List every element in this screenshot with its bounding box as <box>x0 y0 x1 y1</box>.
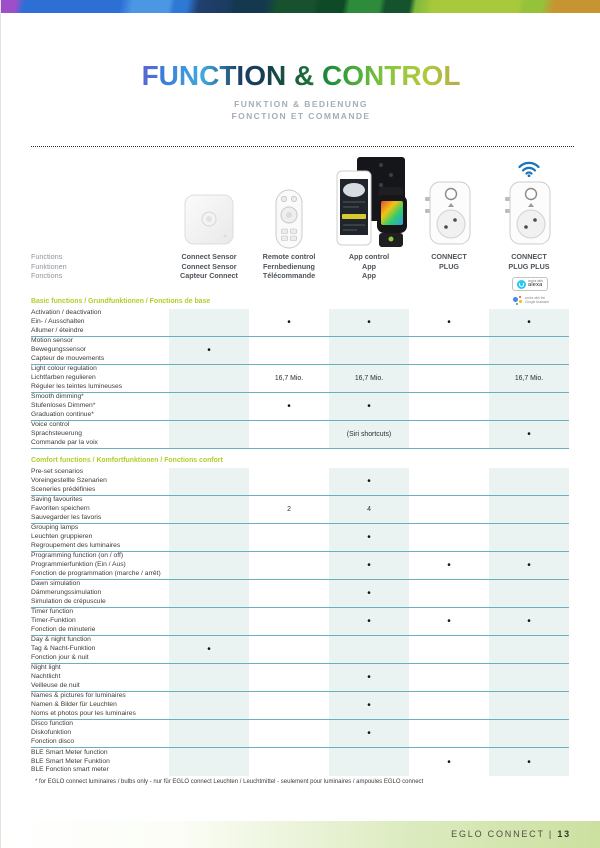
section-header: Basic functions / Grundfunktionen / Fonctions de base <box>31 298 211 305</box>
row-label-line: Voreingestellte Szenarien <box>31 477 107 485</box>
table-row <box>31 552 569 580</box>
cell-remote <box>249 468 329 495</box>
row-label-line: Nachtlicht <box>31 673 61 681</box>
cell-remote <box>249 552 329 579</box>
cell-plug: • <box>447 616 451 627</box>
google-badge-line1: works with the <box>525 295 546 300</box>
row-label <box>31 365 169 392</box>
row-label-line: Timer-Funktion <box>31 617 76 625</box>
table-row <box>31 421 569 449</box>
row-label-line: Ein- / Ausschalten <box>31 318 85 326</box>
cell-plugplus <box>489 337 569 364</box>
cell-plug <box>409 421 489 448</box>
row-label-line: Favoriten speichern <box>31 505 90 513</box>
cell-plugplus <box>489 664 569 691</box>
cell-remote: 2 <box>287 506 291 513</box>
row-label-line: Lichtfarben regulieren <box>31 374 96 382</box>
cell-plugplus <box>489 393 569 420</box>
table-row <box>31 580 569 608</box>
cell-app: • <box>329 524 409 551</box>
cell-sensor <box>169 468 249 495</box>
cell-remote: • <box>287 317 291 328</box>
column-header-line: CONNECT <box>511 252 547 261</box>
functions-label <box>31 252 169 281</box>
table-row <box>31 393 569 421</box>
cell-app <box>329 337 409 364</box>
column-header-line: App <box>362 261 376 271</box>
row-label-line: Night light <box>31 664 61 672</box>
cell-app: (Siri shortcuts) <box>329 421 409 448</box>
row-label-line: Smooth dimming* <box>31 393 84 401</box>
cell-plugplus: • <box>489 748 569 776</box>
row-label-line: Regroupement des luminaires <box>31 541 121 549</box>
cell-plug <box>409 692 489 719</box>
cell-plugplus: • <box>489 552 569 579</box>
cell-sensor <box>169 421 249 448</box>
row-label-line: Sauvegarder les favoris <box>31 513 102 521</box>
cell-app: • <box>329 580 409 607</box>
cell-plug <box>409 636 489 663</box>
cell-plug: • <box>447 317 451 328</box>
cell-app <box>329 636 409 663</box>
row-label-line: Allumer / éteindre <box>31 326 84 334</box>
row-label <box>31 636 169 663</box>
row-label-line: BLE Smart Meter Funktion <box>31 757 110 765</box>
row-label-line: BLE Fonction smart meter <box>31 766 109 774</box>
row-label <box>31 337 169 364</box>
cell-plugplus <box>489 692 569 719</box>
alexa-icon <box>517 280 526 289</box>
cell-sensor <box>169 580 249 607</box>
column-header-remote <box>249 252 329 281</box>
row-label-line: Light colour regulation <box>31 365 97 373</box>
remote-control-image <box>274 189 304 254</box>
cell-app: 4 <box>329 496 409 523</box>
row-label-line: Names & pictures for luminaires <box>31 692 126 700</box>
cell-plugplus <box>489 468 569 495</box>
row-label <box>31 664 169 691</box>
row-label-line: Fonction disco <box>31 737 75 745</box>
row-label-line: Sceneries prédéfinies <box>31 485 96 493</box>
cell-sensor <box>169 692 249 719</box>
table-row <box>31 692 569 720</box>
row-label-line: Capteur de mouvements <box>31 354 105 362</box>
column-header-line: Capteur Connect <box>180 271 238 281</box>
table-row <box>31 365 569 393</box>
column-header-line: Connect Sensor <box>181 261 237 271</box>
cell-sensor <box>169 664 249 691</box>
cell-sensor <box>169 496 249 523</box>
column-header-sensor <box>169 252 249 281</box>
footer-separator: | <box>548 829 554 839</box>
column-header-line: App control <box>348 252 390 261</box>
row-label-line: Day & night function <box>31 636 91 644</box>
row-label-line: BLE Smart Meter function <box>31 748 108 756</box>
row-label <box>31 552 169 579</box>
cell-remote <box>249 337 329 364</box>
wifi-icon <box>518 160 540 182</box>
cell-app: • <box>329 393 409 420</box>
table-row <box>31 468 569 496</box>
row-label-line: Simulation de crépuscule <box>31 597 106 605</box>
row-label-line: Programming function (on / off) <box>31 552 124 560</box>
cell-plugplus <box>489 720 569 747</box>
cell-app <box>329 748 409 776</box>
row-label-line: Activation / deactivation <box>31 309 102 317</box>
row-label-line: Bewegungssensor <box>31 346 87 354</box>
row-label <box>31 580 169 607</box>
cell-sensor: • <box>169 636 249 663</box>
cell-sensor <box>169 393 249 420</box>
section-header: Comfort functions / Komfortfunktionen / Fonctions confort <box>31 457 223 464</box>
connect-plug-image <box>424 180 474 253</box>
connect-sensor-image <box>183 192 235 253</box>
column-header-line: App <box>362 271 376 281</box>
footnote: * for EGLO connect luminaires / bulbs only - nur für EGLO connect Leuchten / Leuchtmittel - seulement pour luminaires / ampoules EGLO connect <box>35 779 424 785</box>
row-label-line: Namen & Bilder für Leuchten <box>31 701 117 709</box>
cell-sensor <box>169 720 249 747</box>
table-row <box>31 608 569 636</box>
cell-app: • <box>329 309 409 336</box>
table-row <box>31 309 569 337</box>
footer-page-number: 13 <box>557 829 571 839</box>
footer-brand: EGLO CONNECT <box>451 829 545 839</box>
column-header-plug <box>409 252 489 281</box>
column-header-line: PLUG PLUS <box>508 261 550 271</box>
row-label-line: Timer function <box>31 608 74 616</box>
row-label-line: Veilleuse de nuit <box>31 681 80 689</box>
cell-remote <box>249 524 329 551</box>
top-color-bar <box>1 0 600 13</box>
cell-remote <box>249 421 329 448</box>
cell-app: • <box>329 468 409 495</box>
cell-plug <box>409 524 489 551</box>
cell-plugplus <box>489 524 569 551</box>
row-label-line: Fonction de programmation (marche / arrêt) <box>31 569 161 577</box>
row-label <box>31 496 169 523</box>
table-row <box>31 496 569 524</box>
cell-sensor <box>169 524 249 551</box>
row-label-line: Fonction jour & nuit <box>31 653 89 661</box>
cell-plug <box>409 664 489 691</box>
table-row <box>31 720 569 748</box>
cell-plugplus: 16,7 Mio. <box>489 365 569 392</box>
cell-remote <box>249 580 329 607</box>
footer-bar <box>1 821 600 848</box>
cell-app: • <box>329 608 409 635</box>
column-header-line: PLUG <box>439 261 459 271</box>
cell-remote: • <box>287 401 291 412</box>
row-label-line: Motion sensor <box>31 337 74 345</box>
alexa-badge <box>512 277 548 291</box>
row-label-line: Stufenloses Dimmen* <box>31 402 96 410</box>
row-label <box>31 393 169 420</box>
column-header-line: Connect Sensor <box>181 252 237 261</box>
row-label <box>31 309 169 336</box>
cell-remote <box>249 748 329 776</box>
cell-plugplus <box>489 636 569 663</box>
row-label-line: Dämmerungssimulation <box>31 589 102 597</box>
row-label-line: Noms et photos pour les luminaires <box>31 709 136 717</box>
cell-plugplus: • <box>489 309 569 336</box>
row-label-line: Diskofunktion <box>31 729 72 737</box>
row-label <box>31 720 169 747</box>
cell-plug <box>409 393 489 420</box>
cell-plug <box>409 580 489 607</box>
row-label-line: Programmierfunktion (Ein / Aus) <box>31 561 126 569</box>
cell-plug <box>409 720 489 747</box>
cell-sensor <box>169 608 249 635</box>
google-badge-line2: Google Assistant <box>525 299 549 304</box>
cell-plugplus <box>489 580 569 607</box>
cell-remote <box>249 608 329 635</box>
row-label <box>31 748 169 776</box>
row-label <box>31 524 169 551</box>
row-label-line: Fonction de minuterie <box>31 625 96 633</box>
row-label-line: Disco function <box>31 720 74 728</box>
row-label-line: Réguler les teintes lumineuses <box>31 382 123 390</box>
cell-plug <box>409 468 489 495</box>
cell-app: • <box>329 552 409 579</box>
cell-sensor <box>169 552 249 579</box>
row-label-line: Saving favourites <box>31 496 83 504</box>
table-row <box>31 524 569 552</box>
functions-label-line: Functions <box>31 252 63 261</box>
page-title: FUNCTION & CONTROL <box>1 60 600 92</box>
cell-sensor <box>169 365 249 392</box>
cell-app: • <box>329 720 409 747</box>
subtitle-french: FONCTION ET COMMANDE <box>231 111 371 121</box>
row-label-line: Sprachsteuerung <box>31 430 82 438</box>
cell-sensor <box>169 748 249 776</box>
app-control-image <box>329 157 409 254</box>
cell-plug <box>409 365 489 392</box>
dotted-divider <box>31 146 574 147</box>
cell-sensor <box>169 309 249 336</box>
row-label-line: Commande par la voix <box>31 438 98 446</box>
functions-label-line: Fonctions <box>31 271 63 281</box>
row-label-line: Grouping lamps <box>31 524 79 532</box>
subtitle-german: FUNKTION & BEDIENUNG <box>234 99 368 109</box>
table-row <box>31 636 569 664</box>
table-row <box>31 664 569 692</box>
row-label-line: Dawn simulation <box>31 580 81 588</box>
cell-app: • <box>329 664 409 691</box>
cell-plug: • <box>447 756 451 768</box>
alexa-badge-line2: alexa <box>528 281 543 288</box>
column-header-line: Remote control <box>262 252 316 261</box>
cell-plugplus <box>489 496 569 523</box>
comparison-table-body <box>31 296 569 776</box>
cell-plugplus: • <box>489 421 569 448</box>
row-label-line: Voice control <box>31 421 70 429</box>
row-label <box>31 692 169 719</box>
cell-plug <box>409 496 489 523</box>
cell-app: 16,7 Mio. <box>329 365 409 392</box>
table-row <box>31 337 569 365</box>
functions-label-line: Funktionen <box>31 261 67 271</box>
alexa-badge-line1: works with <box>528 278 543 283</box>
cell-remote: 16,7 Mio. <box>274 375 304 382</box>
column-header-app <box>329 252 409 281</box>
cell-plug: • <box>447 560 451 571</box>
column-header-line: Fernbedienung <box>263 261 315 271</box>
table-row <box>31 748 569 776</box>
cell-app: • <box>329 692 409 719</box>
column-header-line: CONNECT <box>431 252 467 261</box>
cell-sensor: • <box>169 337 249 364</box>
row-label-line: Leuchten gruppieren <box>31 533 93 541</box>
cell-remote <box>249 636 329 663</box>
row-label-line: Graduation continue* <box>31 410 94 418</box>
cell-plug <box>409 337 489 364</box>
connect-plug-plus-image <box>504 180 554 253</box>
row-label-line: Pre-set scenarios <box>31 468 84 476</box>
cell-remote <box>249 692 329 719</box>
cell-remote <box>249 664 329 691</box>
column-header-line: Télécommande <box>262 271 316 281</box>
row-label-line: Tag & Nacht-Funktion <box>31 645 96 653</box>
row-label <box>31 421 169 448</box>
row-label <box>31 468 169 495</box>
cell-plugplus: • <box>489 608 569 635</box>
cell-remote <box>249 720 329 747</box>
column-headers-row <box>31 252 569 281</box>
row-label <box>31 608 169 635</box>
